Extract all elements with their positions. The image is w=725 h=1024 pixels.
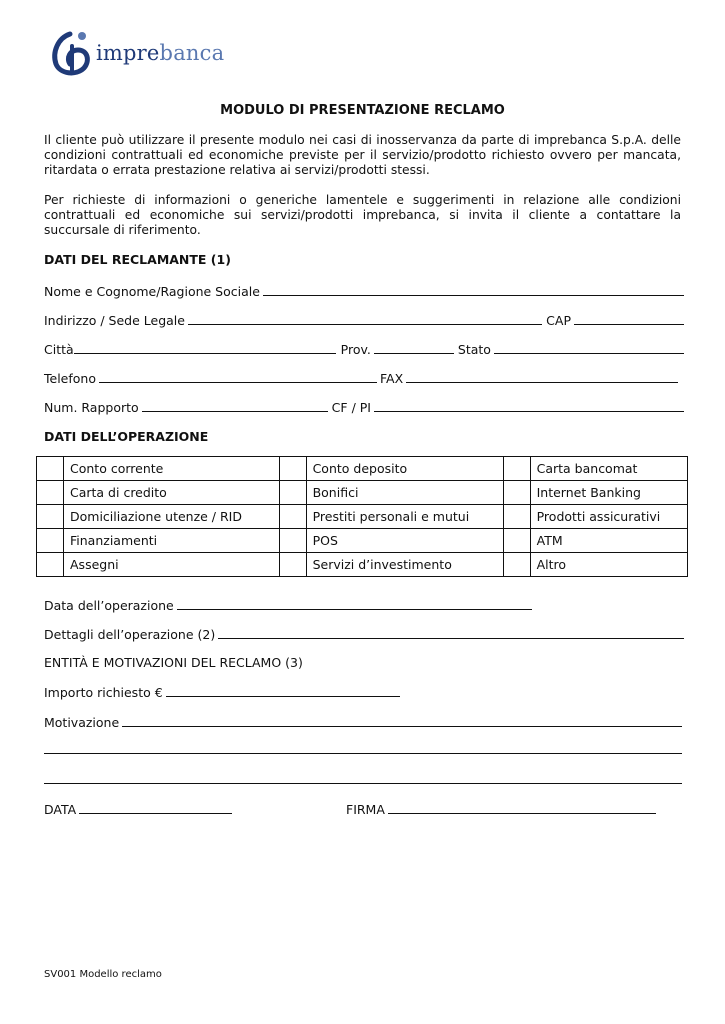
prov-input-line[interactable] xyxy=(374,353,454,354)
option-label: Altro xyxy=(530,553,687,577)
nome-input-line[interactable] xyxy=(263,295,684,296)
data-operazione-field[interactable] xyxy=(44,595,532,613)
option-label: Domiciliazione utenze / RID xyxy=(64,505,280,529)
checkbox[interactable] xyxy=(503,529,530,553)
importo-field[interactable] xyxy=(44,682,400,700)
telefono-label: Telefono xyxy=(44,371,96,386)
checkbox[interactable] xyxy=(503,505,530,529)
nome-label: Nome e Cognome/Ragione Sociale xyxy=(44,284,260,299)
option-label: Carta bancomat xyxy=(530,457,687,481)
checkbox[interactable] xyxy=(279,457,306,481)
citta-label: Città xyxy=(44,342,74,357)
option-label: POS xyxy=(306,529,503,553)
motivazione-label: Motivazione xyxy=(44,715,120,730)
telefono-input-line[interactable] xyxy=(99,382,377,383)
dettagli-label: Dettagli dell’operazione (2) xyxy=(44,627,216,642)
stato-input-line[interactable] xyxy=(494,353,684,354)
firma-input-line[interactable] xyxy=(388,813,656,814)
importo-input-line[interactable] xyxy=(166,696,400,697)
checkbox[interactable] xyxy=(37,529,64,553)
option-label: Conto corrente xyxy=(64,457,280,481)
cap-input-line[interactable] xyxy=(574,324,684,325)
intro-paragraph-1: Il cliente può utilizzare il presente modulo nei casi di inosservanza da parte di imprebanca S.p.A. delle condizioni contrattuali ed economiche previste per il servizio/prodotto richiesto ovvero per mancata, ritardata o errata prestazione relativa ai servizi/prodotti stessi. xyxy=(44,133,681,177)
option-label: Internet Banking xyxy=(530,481,687,505)
citta-field[interactable] xyxy=(44,339,684,357)
telefono-field[interactable] xyxy=(44,368,678,386)
indirizzo-field[interactable] xyxy=(44,310,684,328)
option-label: Assegni xyxy=(64,553,280,577)
data-operazione-input-line[interactable] xyxy=(177,609,532,610)
cap-label: CAP xyxy=(546,313,571,328)
option-label: Bonifici xyxy=(306,481,503,505)
checkbox[interactable] xyxy=(37,553,64,577)
checkbox[interactable] xyxy=(503,457,530,481)
table-row xyxy=(37,505,688,529)
citta-input-line[interactable] xyxy=(74,353,336,354)
data-field[interactable] xyxy=(44,799,232,817)
section-reclamante-heading: DATI DEL RECLAMANTE (1) xyxy=(44,252,231,267)
entita-heading: ENTITÀ E MOTIVAZIONI DEL RECLAMO (3) xyxy=(44,655,303,670)
footer-code: SV001 Modello reclamo xyxy=(44,969,162,980)
checkbox[interactable] xyxy=(503,553,530,577)
checkbox[interactable] xyxy=(279,529,306,553)
dettagli-input-line[interactable] xyxy=(218,638,684,639)
checkbox[interactable] xyxy=(37,505,64,529)
table-row xyxy=(37,481,688,505)
prov-label: Prov. xyxy=(340,342,371,357)
data-operazione-label: Data dell’operazione xyxy=(44,598,174,613)
importo-label: Importo richiesto € xyxy=(44,685,163,700)
motivazione-extra-line[interactable] xyxy=(44,753,682,754)
dettagli-field[interactable] xyxy=(44,624,684,642)
checkbox[interactable] xyxy=(279,505,306,529)
num-rapporto-input-line[interactable] xyxy=(142,411,328,412)
option-label: Finanziamenti xyxy=(64,529,280,553)
stato-label: Stato xyxy=(457,342,491,357)
cf-input-line[interactable] xyxy=(374,411,684,412)
option-label: Conto deposito xyxy=(306,457,503,481)
logo-wordmark: imprebanca xyxy=(96,41,225,65)
option-label: Prestiti personali e mutui xyxy=(306,505,503,529)
checkbox[interactable] xyxy=(37,457,64,481)
operations-table xyxy=(36,456,688,577)
option-label: ATM xyxy=(530,529,687,553)
form-title: MODULO DI PRESENTAZIONE RECLAMO xyxy=(220,103,505,118)
data-input-line[interactable] xyxy=(79,813,232,814)
motivazione-extra-line[interactable] xyxy=(44,783,682,784)
rapporto-field[interactable] xyxy=(44,397,684,415)
option-label: Carta di credito xyxy=(64,481,280,505)
intro-paragraph-2: Per richieste di informazioni o generiche lamentele e suggerimenti in relazione alle condizioni contrattuali ed economiche sui servizi/prodotti imprebanca, si invita il cliente a contattare la succursale di riferimento. xyxy=(44,193,681,237)
checkbox[interactable] xyxy=(279,481,306,505)
table-row xyxy=(37,457,688,481)
checkbox[interactable] xyxy=(279,553,306,577)
data-label: DATA xyxy=(44,802,77,817)
motivazione-field[interactable] xyxy=(44,712,682,730)
motivazione-input-line[interactable] xyxy=(122,726,682,727)
indirizzo-input-line[interactable] xyxy=(188,324,542,325)
firma-field[interactable] xyxy=(346,799,656,817)
fax-input-line[interactable] xyxy=(406,382,678,383)
num-rapporto-label: Num. Rapporto xyxy=(44,400,139,415)
indirizzo-label: Indirizzo / Sede Legale xyxy=(44,313,185,328)
fax-label: FAX xyxy=(379,371,404,386)
section-operazione-heading: DATI DELL’OPERAZIONE xyxy=(44,429,209,444)
table-row xyxy=(37,529,688,553)
firma-label: FIRMA xyxy=(346,802,385,817)
nome-field[interactable] xyxy=(44,281,684,299)
checkbox[interactable] xyxy=(37,481,64,505)
table-row xyxy=(37,553,688,577)
cf-label: CF / PI xyxy=(331,400,371,415)
checkbox[interactable] xyxy=(503,481,530,505)
option-label: Servizi d’investimento xyxy=(306,553,503,577)
option-label: Prodotti assicurativi xyxy=(530,505,687,529)
